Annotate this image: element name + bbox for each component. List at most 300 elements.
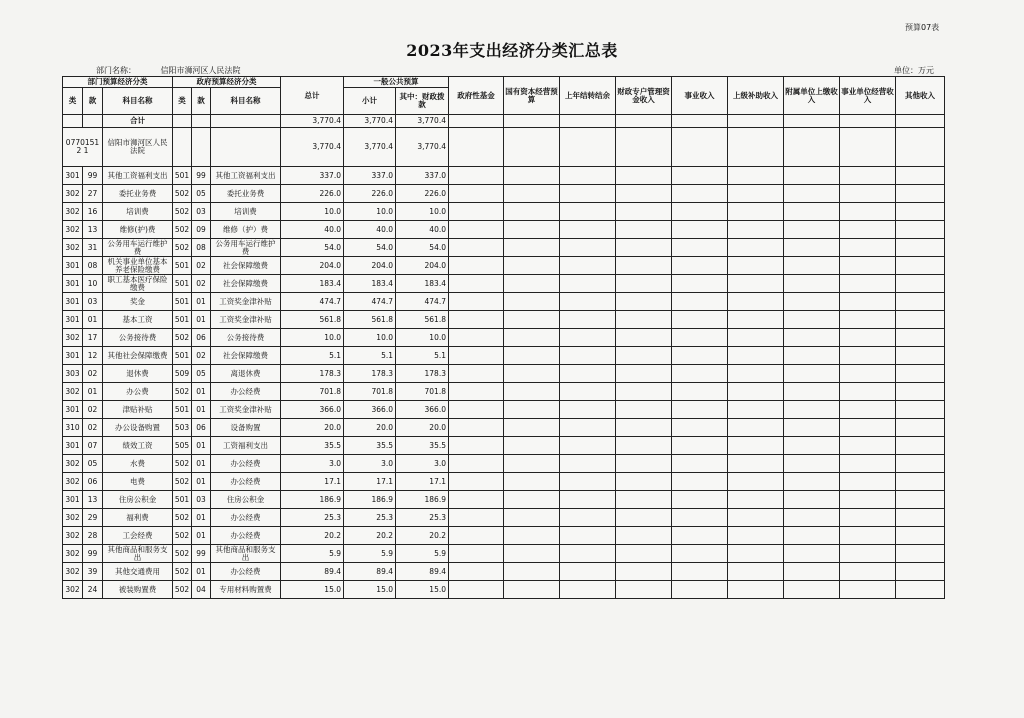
empty-cell	[560, 491, 616, 509]
row-total: 366.0	[281, 401, 344, 419]
row-gov-subject: 其他工资福利支出	[211, 167, 281, 185]
subject-header: 科目名称	[103, 88, 173, 115]
row-subject: 办公设备购置	[103, 419, 173, 437]
empty-cell	[449, 185, 504, 203]
empty-cell	[728, 437, 784, 455]
empty-cell	[616, 167, 672, 185]
empty-cell	[840, 545, 896, 563]
empty-cell	[616, 401, 672, 419]
row-total: 40.0	[281, 221, 344, 239]
row-fiscal: 20.2	[396, 527, 449, 545]
row-kuan: 06	[83, 473, 103, 491]
empty-cell	[840, 221, 896, 239]
row-fiscal: 54.0	[396, 239, 449, 257]
empty-cell	[616, 365, 672, 383]
row-kuan: 28	[83, 527, 103, 545]
row-lei: 302	[63, 563, 83, 581]
empty-cell	[840, 419, 896, 437]
row-gov-lei: 502	[173, 239, 192, 257]
row-fiscal: 366.0	[396, 401, 449, 419]
empty-cell	[504, 509, 560, 527]
empty-cell	[672, 563, 728, 581]
empty-cell	[449, 455, 504, 473]
row-fiscal: 178.3	[396, 365, 449, 383]
empty-cell	[504, 257, 560, 275]
table-row	[63, 365, 945, 383]
empty-cell	[449, 365, 504, 383]
empty-cell	[560, 455, 616, 473]
row-gov-subject: 公务接待费	[211, 329, 281, 347]
row-subtotal: 25.3	[344, 509, 396, 527]
empty-cell	[896, 581, 945, 599]
empty-cell	[728, 167, 784, 185]
empty-cell	[840, 527, 896, 545]
row-kuan: 01	[83, 383, 103, 401]
row-kuan: 10	[83, 275, 103, 293]
dept-fiscal: 3,770.4	[396, 128, 449, 167]
row-gov-subject: 工资福利支出	[211, 437, 281, 455]
empty-cell	[504, 167, 560, 185]
empty-cell	[728, 509, 784, 527]
row-total: 204.0	[281, 257, 344, 275]
row-gov-lei: 501	[173, 275, 192, 293]
empty-cell	[504, 221, 560, 239]
empty-cell	[616, 239, 672, 257]
empty-cell	[784, 293, 840, 311]
empty-cell	[504, 347, 560, 365]
empty-cell	[616, 437, 672, 455]
empty-cell	[840, 239, 896, 257]
empty-cell	[504, 185, 560, 203]
table-row	[63, 455, 945, 473]
table-row	[63, 545, 945, 563]
row-lei: 301	[63, 491, 83, 509]
empty-cell	[560, 527, 616, 545]
row-kuan: 02	[83, 419, 103, 437]
row-subject: 机关事业单位基本养老保险缴费	[103, 257, 173, 275]
row-kuan: 13	[83, 221, 103, 239]
row-kuan: 01	[83, 311, 103, 329]
affiliated-income-header: 附属单位上缴收入	[784, 77, 840, 115]
empty-cell	[560, 581, 616, 599]
empty-cell	[504, 365, 560, 383]
empty-cell	[728, 383, 784, 401]
row-fiscal: 5.1	[396, 347, 449, 365]
row-subtotal: 5.1	[344, 347, 396, 365]
dept-label: 部门名称：	[96, 66, 136, 75]
row-total: 5.9	[281, 545, 344, 563]
row-gov-lei: 502	[173, 329, 192, 347]
empty-cell	[896, 185, 945, 203]
empty-cell	[728, 491, 784, 509]
row-gov-kuan: 99	[192, 545, 211, 563]
empty-cell	[728, 365, 784, 383]
row-subject: 公务接待费	[103, 329, 173, 347]
kuan-header: 款	[83, 88, 103, 115]
row-kuan: 99	[83, 545, 103, 563]
empty-cell	[449, 293, 504, 311]
row-lei: 302	[63, 329, 83, 347]
row-subject: 其他交通费用	[103, 563, 173, 581]
total-header: 总计	[281, 77, 344, 115]
empty-cell	[784, 275, 840, 293]
table-row	[63, 275, 945, 293]
dept-subtotal: 3,770.4	[344, 128, 396, 167]
empty-cell	[560, 185, 616, 203]
row-fiscal: 10.0	[396, 203, 449, 221]
empty-cell	[616, 419, 672, 437]
empty-cell	[784, 563, 840, 581]
row-lei: 302	[63, 239, 83, 257]
empty-cell	[672, 581, 728, 599]
row-lei: 301	[63, 257, 83, 275]
row-gov-lei: 502	[173, 581, 192, 599]
empty-cell	[840, 365, 896, 383]
table-row	[63, 167, 945, 185]
table-row	[63, 311, 945, 329]
empty-cell	[672, 167, 728, 185]
empty-cell	[896, 293, 945, 311]
row-gov-subject: 社会保障缴费	[211, 257, 281, 275]
form-code: 预算07表	[905, 23, 940, 32]
row-total: 35.5	[281, 437, 344, 455]
empty-cell	[560, 239, 616, 257]
row-gov-lei: 501	[173, 491, 192, 509]
row-subtotal: 226.0	[344, 185, 396, 203]
empty-cell	[728, 347, 784, 365]
table-row	[63, 419, 945, 437]
row-lei: 301	[63, 437, 83, 455]
row-fiscal: 226.0	[396, 185, 449, 203]
row-gov-kuan: 99	[192, 167, 211, 185]
empty-cell	[896, 275, 945, 293]
empty-cell	[672, 419, 728, 437]
empty-cell	[560, 293, 616, 311]
row-subject: 职工基本医疗保险缴费	[103, 275, 173, 293]
empty-cell	[672, 185, 728, 203]
empty-cell	[449, 275, 504, 293]
table-row	[63, 257, 945, 275]
empty-cell	[896, 545, 945, 563]
gov-subject-header: 科目名称	[211, 88, 281, 115]
empty-cell	[672, 257, 728, 275]
row-gov-subject: 公务用车运行维护费	[211, 239, 281, 257]
empty-cell	[560, 257, 616, 275]
table-row	[63, 509, 945, 527]
empty-cell	[840, 185, 896, 203]
row-lei: 301	[63, 401, 83, 419]
row-gov-lei: 502	[173, 221, 192, 239]
row-subtotal: 183.4	[344, 275, 396, 293]
empty-cell	[840, 401, 896, 419]
row-subtotal: 17.1	[344, 473, 396, 491]
row-total: 561.8	[281, 311, 344, 329]
row-gov-kuan: 01	[192, 293, 211, 311]
empty-cell	[616, 491, 672, 509]
empty-cell	[672, 509, 728, 527]
state-capital-header: 国有资本经营预算	[504, 77, 560, 115]
empty-cell	[896, 221, 945, 239]
row-gov-lei: 502	[173, 455, 192, 473]
row-kuan: 12	[83, 347, 103, 365]
empty-cell	[616, 527, 672, 545]
row-kuan: 31	[83, 239, 103, 257]
empty-cell	[560, 203, 616, 221]
row-total: 3.0	[281, 455, 344, 473]
empty-cell	[616, 329, 672, 347]
empty-cell	[896, 365, 945, 383]
row-subtotal: 54.0	[344, 239, 396, 257]
empty-cell	[504, 473, 560, 491]
row-subtotal: 366.0	[344, 401, 396, 419]
empty-cell	[728, 581, 784, 599]
row-subject: 其他工资福利支出	[103, 167, 173, 185]
row-fiscal: 701.8	[396, 383, 449, 401]
empty-cell	[728, 401, 784, 419]
empty-cell	[449, 473, 504, 491]
empty-cell	[784, 509, 840, 527]
table-row	[63, 581, 945, 599]
row-fiscal: 204.0	[396, 257, 449, 275]
row-subject: 津贴补贴	[103, 401, 173, 419]
empty-cell	[504, 563, 560, 581]
empty-cell	[560, 545, 616, 563]
empty-cell	[672, 275, 728, 293]
row-lei: 310	[63, 419, 83, 437]
row-fiscal: 35.5	[396, 437, 449, 455]
row-gov-subject: 培训费	[211, 203, 281, 221]
row-subject: 基本工资	[103, 311, 173, 329]
empty-cell	[896, 311, 945, 329]
empty-cell	[616, 257, 672, 275]
empty-cell	[672, 545, 728, 563]
empty-cell	[784, 527, 840, 545]
row-lei: 302	[63, 221, 83, 239]
empty-cell	[896, 383, 945, 401]
row-gov-lei: 502	[173, 509, 192, 527]
row-subject: 办公费	[103, 383, 173, 401]
table-row	[63, 239, 945, 257]
total-fiscal: 3,770.4	[396, 115, 449, 128]
empty-cell	[616, 383, 672, 401]
row-kuan: 17	[83, 329, 103, 347]
row-subtotal: 89.4	[344, 563, 396, 581]
row-lei: 302	[63, 509, 83, 527]
empty-cell	[449, 167, 504, 185]
empty-cell	[449, 491, 504, 509]
row-fiscal: 186.9	[396, 491, 449, 509]
row-kuan: 07	[83, 437, 103, 455]
empty-cell	[840, 455, 896, 473]
row-gov-lei: 505	[173, 437, 192, 455]
row-fiscal: 40.0	[396, 221, 449, 239]
row-subtotal: 186.9	[344, 491, 396, 509]
row-fiscal: 3.0	[396, 455, 449, 473]
empty-cell	[728, 455, 784, 473]
subtotal-header: 小计	[344, 88, 396, 115]
empty-cell	[560, 419, 616, 437]
row-gov-kuan: 06	[192, 419, 211, 437]
empty-cell	[728, 419, 784, 437]
row-total: 5.1	[281, 347, 344, 365]
row-subject: 公务用车运行维护费	[103, 239, 173, 257]
row-gov-kuan: 01	[192, 401, 211, 419]
row-subtotal: 20.2	[344, 527, 396, 545]
empty-cell	[616, 185, 672, 203]
empty-cell	[616, 347, 672, 365]
empty-cell	[449, 581, 504, 599]
row-gov-subject: 工资奖金津补贴	[211, 311, 281, 329]
empty-cell	[560, 167, 616, 185]
row-subject: 电费	[103, 473, 173, 491]
row-gov-subject: 社会保障缴费	[211, 275, 281, 293]
row-subtotal: 204.0	[344, 257, 396, 275]
row-total: 17.1	[281, 473, 344, 491]
gov-lei-header: 类	[173, 88, 192, 115]
row-gov-lei: 501	[173, 401, 192, 419]
empty-cell	[784, 581, 840, 599]
empty-cell	[672, 329, 728, 347]
row-subject: 委托业务费	[103, 185, 173, 203]
row-gov-lei: 502	[173, 545, 192, 563]
table-row	[63, 203, 945, 221]
row-subject: 水费	[103, 455, 173, 473]
row-kuan: 27	[83, 185, 103, 203]
row-gov-lei: 501	[173, 311, 192, 329]
empty-cell	[728, 185, 784, 203]
empty-cell	[784, 473, 840, 491]
row-subject: 福利费	[103, 509, 173, 527]
empty-cell	[784, 221, 840, 239]
empty-cell	[504, 275, 560, 293]
empty-cell	[504, 293, 560, 311]
table-row	[63, 401, 945, 419]
row-total: 54.0	[281, 239, 344, 257]
table-row	[63, 437, 945, 455]
empty-cell	[672, 311, 728, 329]
table-row	[63, 491, 945, 509]
empty-cell	[896, 167, 945, 185]
page-title: 2023年支出经济分类汇总表	[406, 41, 618, 60]
empty-cell	[449, 401, 504, 419]
empty-cell	[840, 275, 896, 293]
empty-cell	[616, 221, 672, 239]
row-gov-subject: 委托业务费	[211, 185, 281, 203]
empty-cell	[449, 239, 504, 257]
empty-cell	[616, 545, 672, 563]
row-subtotal: 5.9	[344, 545, 396, 563]
row-kuan: 02	[83, 365, 103, 383]
empty-cell	[449, 545, 504, 563]
row-subject: 退休费	[103, 365, 173, 383]
special-account-header: 财政专户管理资金收入	[616, 77, 672, 115]
superior-subsidy-header: 上级补助收入	[728, 77, 784, 115]
row-lei: 303	[63, 365, 83, 383]
empty-cell	[896, 257, 945, 275]
empty-cell	[449, 509, 504, 527]
row-subtotal: 337.0	[344, 167, 396, 185]
empty-cell	[896, 239, 945, 257]
row-lei: 302	[63, 203, 83, 221]
empty-cell	[449, 257, 504, 275]
table-row	[63, 329, 945, 347]
empty-cell	[728, 221, 784, 239]
row-subtotal: 20.0	[344, 419, 396, 437]
row-subject: 绩效工资	[103, 437, 173, 455]
row-gov-kuan: 04	[192, 581, 211, 599]
empty-cell	[784, 167, 840, 185]
row-gov-lei: 501	[173, 293, 192, 311]
unit-label: 单位：万元	[894, 66, 934, 75]
row-subtotal: 561.8	[344, 311, 396, 329]
empty-cell	[560, 365, 616, 383]
empty-cell	[784, 545, 840, 563]
table-row	[63, 185, 945, 203]
row-kuan: 02	[83, 401, 103, 419]
empty-cell	[504, 545, 560, 563]
row-kuan: 29	[83, 509, 103, 527]
row-gov-lei: 502	[173, 185, 192, 203]
empty-cell	[784, 419, 840, 437]
row-lei: 301	[63, 293, 83, 311]
empty-cell	[449, 437, 504, 455]
empty-cell	[616, 203, 672, 221]
empty-cell	[560, 383, 616, 401]
empty-cell	[728, 257, 784, 275]
table-row	[63, 473, 945, 491]
row-kuan: 39	[83, 563, 103, 581]
row-lei: 302	[63, 545, 83, 563]
empty-cell	[449, 203, 504, 221]
empty-cell	[560, 473, 616, 491]
row-fiscal: 474.7	[396, 293, 449, 311]
row-gov-lei: 501	[173, 347, 192, 365]
empty-cell	[896, 509, 945, 527]
empty-cell	[840, 167, 896, 185]
empty-cell	[896, 437, 945, 455]
empty-cell	[784, 185, 840, 203]
empty-cell	[449, 563, 504, 581]
row-kuan: 08	[83, 257, 103, 275]
empty-cell	[840, 437, 896, 455]
row-gov-subject: 办公经费	[211, 473, 281, 491]
empty-cell	[616, 581, 672, 599]
empty-cell	[896, 347, 945, 365]
empty-cell	[616, 473, 672, 491]
empty-cell	[784, 203, 840, 221]
total-amount: 3,770.4	[281, 115, 344, 128]
empty-cell	[728, 311, 784, 329]
row-subtotal: 701.8	[344, 383, 396, 401]
empty-cell	[784, 311, 840, 329]
row-subject: 其他社会保障缴费	[103, 347, 173, 365]
empty-cell	[784, 329, 840, 347]
row-gov-kuan: 02	[192, 257, 211, 275]
operation-income-header: 事业单位经营收入	[840, 77, 896, 115]
row-kuan: 24	[83, 581, 103, 599]
empty-cell	[784, 257, 840, 275]
row-gov-lei: 502	[173, 383, 192, 401]
row-gov-kuan: 01	[192, 311, 211, 329]
row-gov-lei: 501	[173, 167, 192, 185]
empty-cell	[560, 509, 616, 527]
empty-cell	[560, 329, 616, 347]
empty-cell	[449, 383, 504, 401]
empty-cell	[672, 203, 728, 221]
row-gov-subject: 其他商品和服务支出	[211, 545, 281, 563]
row-gov-subject: 住房公积金	[211, 491, 281, 509]
empty-cell	[560, 347, 616, 365]
